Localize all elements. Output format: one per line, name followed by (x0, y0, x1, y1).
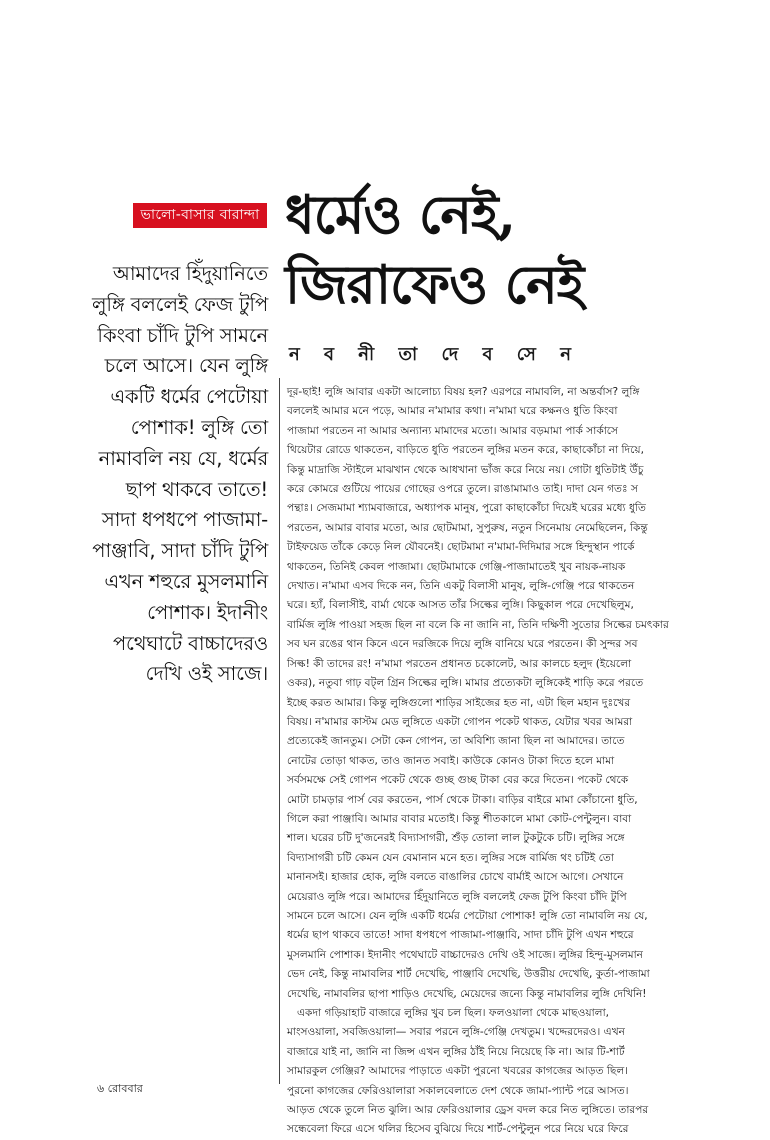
body-line: ঘরে। হ্যাঁ, বিলাসীই, বার্মা থেকে আসত তাঁর সিল্কের লুঙ্গি। কিছুকাল পরে দেখেছিলুম, (287, 599, 634, 612)
body-line: মোটা চামড়ার পার্স বের করতেন, পার্স থেকে টাকা। বাড়ির বাইরে মামা কোঁচানো ধুতি, (287, 793, 638, 806)
body-line: সামারকুল গেঞ্জির? আমাদের পাড়াতে একটা পুরনো খবরের কাগজের আড়ত ছিল। (287, 1065, 629, 1078)
body-line: মানানসই। হাজার হোক, লুঙ্গি বলতে বাঙালির চোখে বার্মাই আসে আগে। সেখানে (287, 871, 624, 884)
pullquote-line: কিংবা চাঁদি টুপি সামনে (97, 323, 268, 347)
pullquote-line: পোশাক। ইদানীং (147, 600, 268, 624)
headline-line-1: ধর্মেও নেই, (285, 184, 516, 246)
body-line: শাল। ঘরের চটি দু'জনেরই বিদ্যাসাগরী, শুঁড় তোলা লাল টুকটুকে চটি। লুঙ্গির সঙ্গে (287, 832, 625, 845)
body-line: ওকর), নতুবা গাঢ় বট্ল গ্রিন সিল্কের লুঙ্গি। মামার প্রত্যেকটা লুঙ্গিকেই শাড়ি করে পরতে (287, 677, 644, 690)
body-line: মাংসওয়ালা, সবজিওয়ালা— সবার পরনে লুঙ্গি-গেঞ্জি দেখতুম। খদ্দেরদেরও। এখন (287, 1026, 625, 1039)
pullquote-line: পাঞ্জাবি, সাদা চাঁদি টুপি (92, 539, 268, 563)
pullquote-line: লুঙ্গি বললেই ফেজ টুপি (92, 292, 268, 316)
pullquote-line: নামাবলি নয় যে, ধর্মের (98, 446, 268, 470)
headline-line-2: জিরাফেও নেই (285, 254, 584, 316)
pullquote-line: আমাদের হিঁদুয়ানিতে (112, 262, 268, 285)
pullquote-line: সাদা ধপধপে পাজামা- (101, 508, 268, 532)
body-line: ভেদ নেই, কিন্তু নামাবলির শার্ট দেখেছি, পাঞ্জাবি দেখেছি, উত্তরীয় দেখেছি, কুর্তা-পাজামা (287, 968, 650, 981)
pullquote-line: চলে আসে। যেন লুঙ্গি (104, 354, 268, 378)
body-line: গিলে করা পাঞ্জাবি। আমার বাবার মতোই। কিন্তু শীতকালে মামা কোট-পেন্টুলুন। বাবা (287, 812, 632, 825)
body-line: দেখেছি, নামাবলির ছাপা শাড়িও দেখেছি, মেয়েদের জন্যে কিন্তু নামাবলির লুঙ্গি দেখিনি! (287, 987, 647, 1000)
pullquote-line: এখন শহুরে মুসলমানি (104, 569, 268, 593)
body-line: পুরনো কাগজের ফেরিওয়ালারা সকালবেলাতে দেশ থেকে জামা-প্যান্ট পরে আসত। (287, 1084, 629, 1097)
body-line: দূর-ছাই! লুঙ্গি আবার একটা আলোচ্য বিষয় হল? এরপরে নামাবলি, না অন্তর্বাস? লুঙ্গি (287, 386, 640, 398)
body-line: বললেই আমার মনে পড়ে, আমার ন'মামার কথা। ন'মামা ঘরে কক্ষনও ধুতি কিংবা (287, 405, 618, 418)
pullquote-line: পথেঘাটে বাচ্চাদেরও (112, 631, 268, 655)
pullquote-line: পোশাক! লুঙ্গি তো (130, 415, 268, 439)
column-divider (279, 378, 280, 1084)
body-line: কিন্তু মাদ্রাজি স্টাইলে মাঝখান থেকে আধখানা ভাঁজ করে নিয়ে নয়। গোটা ধুতিটাই উঁচু (287, 463, 644, 476)
body-line: পাজামা পরতেন না আমার অন্যান্য মামাদের মতো। আমার বড়মামা পার্ক সার্কাসে (287, 424, 619, 437)
body-line: দেখাত। ন'মামা এসব দিকে নন, তিনি একটু বিলাসী মানুষ, লুঙ্গি-গেঞ্জি পরে থাকতেন (287, 580, 635, 593)
body-line: সন্ধেবেলা ফিরে এসে থলির হিসেব বুঝিয়ে দিয়ে শার্ট-পেন্টুলুন পরে নিয়ে ঘরে ফিরে (287, 1123, 629, 1136)
headline (285, 180, 755, 320)
body-line: একদা গড়িয়াহাট বাজারে লুঙ্গির খুব চল ছিল। ফলওয়ালা থেকে মাছওয়ালা, (297, 1007, 610, 1019)
byline: ন ব নী তা দে ব সে ন (289, 344, 580, 365)
body-line: বিদ্যাসাগরী চটি কেমন যেন বেমানান মনে হত। লুঙ্গির সঙ্গে বার্মিজ থং চটিই তো (287, 851, 614, 864)
body-line: সামনে চলে আসে। যেন লুঙ্গি একটি ধর্মের পেটোয়া পোশাক! লুঙ্গি তো নামাবলি নয় যে, (287, 909, 648, 922)
body-line: সিল্ক! কী তাদের রং! ন'মামা পরতেন প্রধানত চকোলেট, আর কালচে হলুদ (ইয়েলো (287, 657, 632, 670)
body-line: প্রত্যেকেই জানতুম। সেটা কেন গোপন, তা অবিশ্যি জানা ছিল না আমাদের। তাতে (287, 735, 625, 748)
body-line: পন্থাঃ। সেজমামা শ্যামবাজারে, অধ্যাপক মানুষ, পুরো কাছাকোঁচা দিয়েই ঘরের মধ্যে ধুতি (287, 502, 646, 515)
section-tag: ভালো-বাসার বারান্দা (133, 203, 267, 228)
pullquote-line: দেখি ওই সাজে। (145, 662, 268, 686)
pullquote (88, 259, 268, 690)
pullquote-line: একটি ধর্মের পেটোয়া (110, 385, 268, 409)
pullquote-line: ছাপ থাকবে তাতে! (125, 477, 268, 501)
body-line: নোটের তোড়া থাকত, তাও জানত সবাই। কাউকে কোনও টাকা দিতে হলে মামা (287, 754, 615, 767)
body-line: থিয়েটার রোডে থাকতেন, বাড়িতে ধুতি পরতেন লুঙ্গির মতন করে, কাছাকোঁচা না দিয়ে, (287, 444, 644, 457)
body-line: ইচ্ছে করত আমার। কিন্তু লুঙ্গিগুলো শাড়ির সাইজের হত না, এটা ছিল মহান দুঃখের (287, 696, 631, 709)
body-line: টাইফয়েড তাঁকে কেড়ে নিল যৌবনেই। ছোটমামা ন'মামা-দিদিমার সঙ্গে হিন্দুস্থান পার্কে (287, 541, 635, 554)
body-line: ধর্মের ছাপ থাকবে তাতে! সাদা ধপধপে পাজামা-পাঞ্জাবি, সাদা চাঁদি টুপি এখন শহুরে (287, 929, 634, 942)
body-line: বাজারে যাই না, জানি না জিন্স এখন লুঙ্গির ঠাঁই নিয়ে নিয়েছে কি না। আর টি-শার্ট (287, 1045, 625, 1058)
body-line: করে কোমরে গুটিয়ে পায়ের গোছের ওপরে তুলে। রাঙামামাও তাই। দাদা যেন গতঃ স (287, 483, 639, 496)
body-line: পরতেন, আমার বাবার মতো, আর ছোটমামা, সুপুরুষ, নতুন সিনেমায় নেমেছিলেন, কিন্তু (287, 521, 648, 534)
body-line: মুসলমানি পোশাক। ইদানীং পথেঘাটে বাচ্চাদেরও দেখি ওই সাজে। লুঙ্গির হিন্দু-মুসলমান (287, 948, 643, 961)
body-line: থাকতেন, তিনিই কেবল পাজামা। ছোটমামাকে গেঞ্জি-পাজামাতেই খুব নায়ক-নায়ক (287, 560, 626, 573)
body-line: মেয়েরাও লুঙ্গি পরে। আমাদের হিঁদুয়ানিতে লুঙ্গি বললেই ফেজ টুপি কিংবা চাঁদি টুপি (287, 890, 627, 903)
page-folio: ৬ রোববার (97, 1082, 143, 1095)
body-line: আড়ত থেকে তুলে নিত ঝুলি। আর ফেরিওয়ালার ড্রেস বদল করে নিত লুঙ্গিতে। তারপর (287, 1104, 649, 1117)
body-line: বিষয়। ন'মামার কাস্টম মেড লুঙ্গিতে একটা গোপন পকেট থাকত, যেটার খবর আমরা (287, 715, 633, 728)
body-line: সর্বসমক্ষে সেই গোপন পকেট থেকে গুচ্ছ গুচ্ছ টাকা বের করে দিতেন। পকেট থেকে (287, 774, 629, 787)
body-line: সব ঘন রঙের থান কিনে এনে দরজিকে দিয়ে লুঙ্গি বানিয়ে ঘরে পরতেন। কী সুন্দর সব (287, 638, 638, 651)
body-line: বার্মিজ লুঙ্গি পাওয়া সহজ ছিল না বলে কি না জানি না, তিনি দক্ষিণী সুতোর সিল্কের চমৎকার (287, 618, 669, 631)
article-body (287, 383, 695, 1140)
